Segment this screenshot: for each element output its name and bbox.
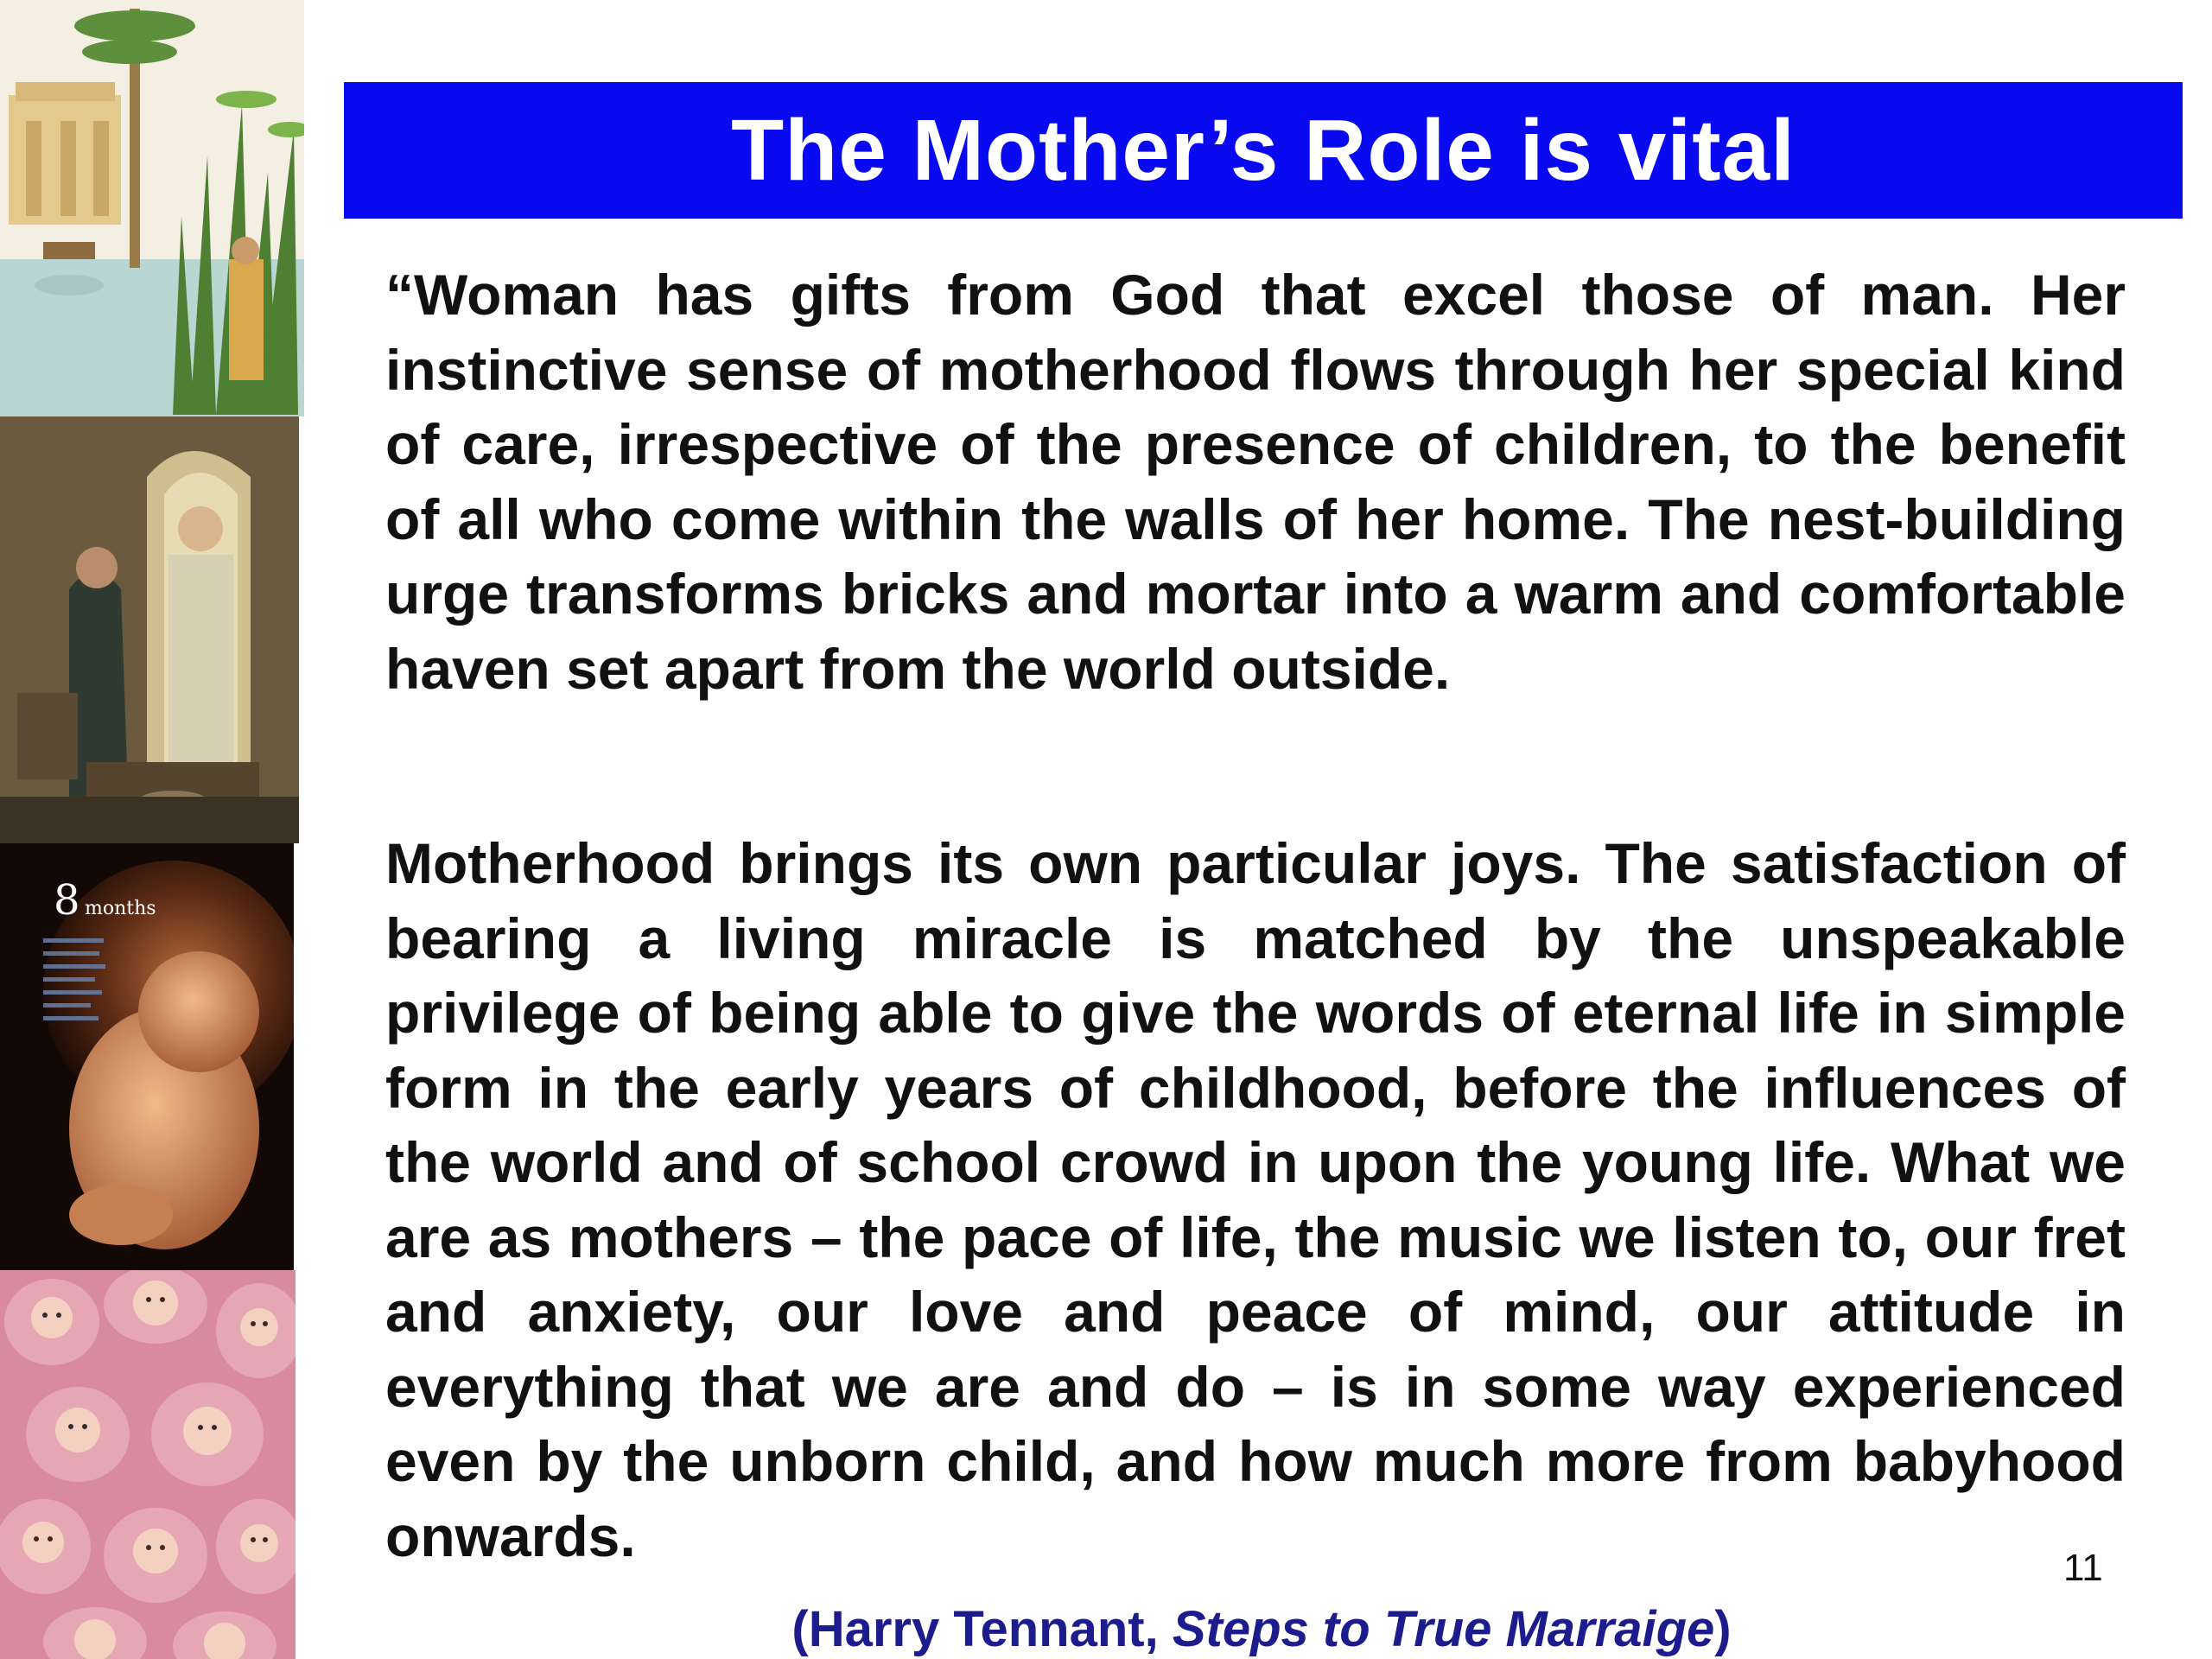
- slide-title: The Mother’s Role is vital: [731, 102, 1796, 199]
- citation-book-title: Steps to True Marraige: [1172, 1601, 1715, 1657]
- nile-scene-image: [0, 0, 304, 416]
- quote-paragraph-2: Motherhood brings its own particular joys. The satisfaction of bearing a living miracle is matched by the unspeakable privilege of being able to give the words of eternal life in simple form in the early years of childhood, before the influences of the world and of school crowd in upon the young life. What we are as mothers – the pace of life, the music we listen to, our fret and anxiety, our love and peace of mind, our attitude in everything that we are and do – is in some way experienced even by the unborn child, and how much more from babyhood onwards.: [385, 831, 2126, 1568]
- months-number: 8: [54, 876, 80, 925]
- title-banner: [344, 82, 2183, 219]
- slide-number: 11: [2063, 1547, 2103, 1589]
- months-label: months: [85, 898, 156, 919]
- citation-close: ): [1714, 1601, 1732, 1657]
- hannah-eli-scene-image: [0, 416, 299, 843]
- image-strip: [0, 0, 304, 1659]
- quote-paragraph-1: “Woman has gifts from God that excel those of man. Her instinctive sense of motherhood flows through her special kind of care, irrespective of the presence of children, to the benefit of all who come within the walls of her home. The nest-building urge transforms bricks and mortar into a warm and comfortable haven set apart from the world outside.: [385, 263, 2126, 701]
- fetus-8-months-image: [0, 843, 294, 1270]
- citation: [0, 1600, 2212, 1658]
- citation-author: (Harry Tennant,: [791, 1601, 1173, 1657]
